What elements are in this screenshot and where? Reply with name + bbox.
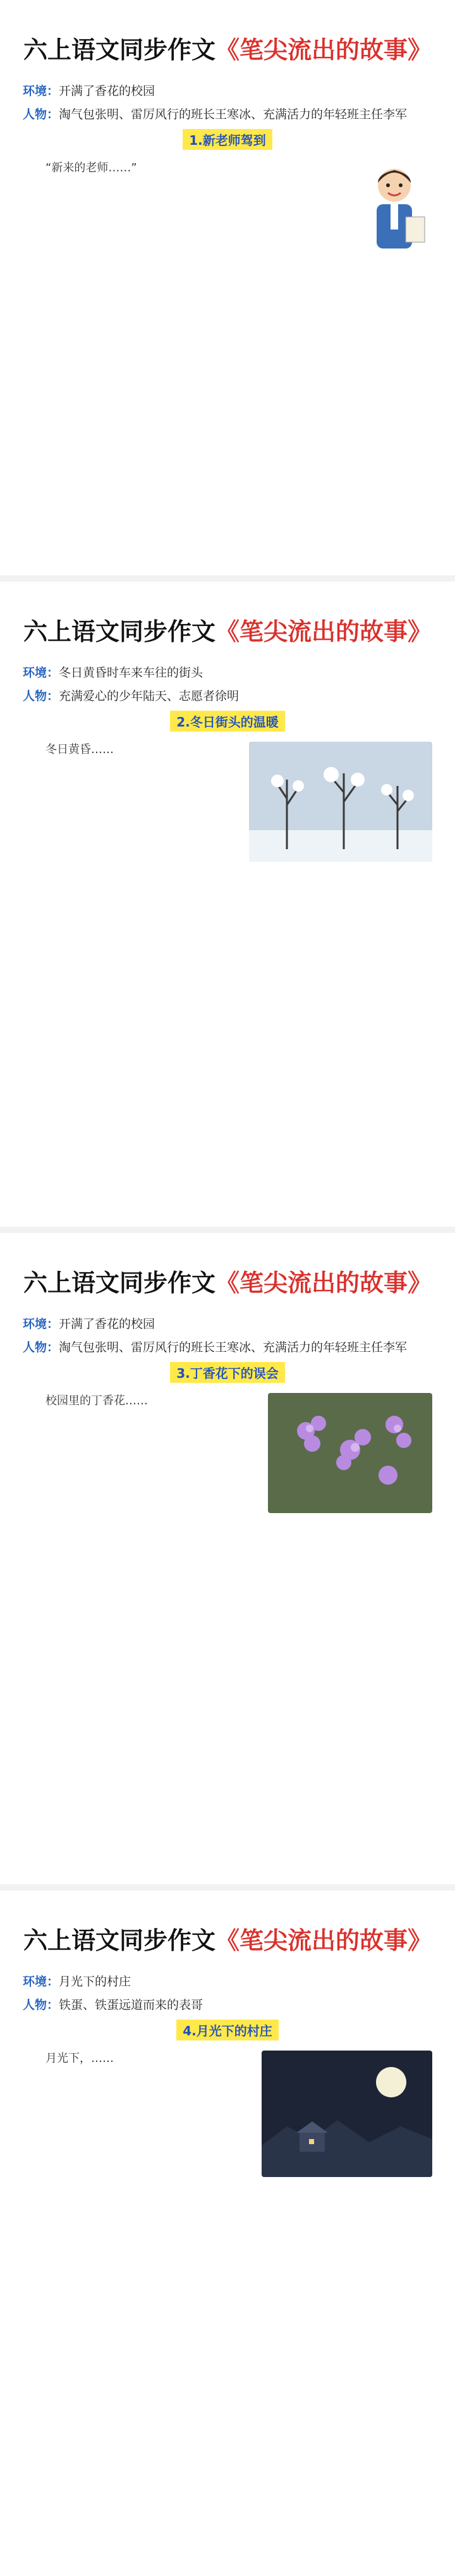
essay-section-3	[0, 1227, 455, 1884]
banner-title: 《笔尖流出的故事》	[215, 1926, 432, 1954]
environment-line	[23, 82, 432, 101]
environment-line	[23, 663, 432, 682]
moonlit-village-icon	[262, 2051, 432, 2177]
people-value: 铁蛋、铁蛋远道而来的表哥	[59, 1997, 203, 2012]
environment-line	[23, 1972, 432, 1991]
people-line	[23, 1338, 432, 1357]
people-value: 淘气包张明、雷厉风行的班长王寒冰、充满活力的年轻班主任李军	[59, 107, 408, 121]
banner-prefix: 六上语文同步作文	[23, 1926, 215, 1954]
environment-value: 冬日黄昏时车来车往的街头	[59, 666, 203, 680]
essay-section-4	[0, 1884, 455, 2557]
essay-section-2	[0, 575, 455, 1227]
essay-banner	[23, 582, 432, 663]
teacher-cartoon-icon	[356, 160, 432, 261]
environment-value: 开满了香花的校园	[59, 84, 155, 99]
paragraph: 月光下，……	[46, 2052, 114, 2066]
banner-title: 《笔尖流出的故事》	[215, 35, 432, 64]
people-value: 充满爱心的少年陆天、志愿者徐明	[59, 689, 240, 703]
essay-subtitle: 4.月光下的村庄	[176, 2020, 279, 2040]
paragraph: 冬日黄昏……	[46, 743, 114, 757]
essay-banner	[23, 1891, 432, 1972]
banner-prefix: 六上语文同步作文	[23, 617, 215, 646]
paragraph: 校园里的丁香花……	[46, 1394, 148, 1408]
people-line	[23, 1996, 432, 2015]
essay-subtitle: 3.丁香花下的误会	[170, 1362, 285, 1383]
essay-banner	[23, 0, 432, 82]
people-line	[23, 687, 432, 706]
essay-subtitle: 1.新老师驾到	[183, 129, 272, 150]
essay-banner	[23, 1233, 432, 1315]
essay-subtitle: 2.冬日街头的温暖	[170, 711, 285, 732]
environment-value: 月光下的村庄	[59, 1975, 131, 1989]
banner-prefix: 六上语文同步作文	[23, 35, 215, 64]
essay-section-1	[0, 0, 455, 575]
environment-value: 开满了香花的校园	[59, 1317, 155, 1332]
environment-label: 环境：	[23, 84, 59, 99]
banner-prefix: 六上语文同步作文	[23, 1268, 215, 1297]
environment-line	[23, 1315, 432, 1334]
people-label: 人物：	[23, 1997, 59, 2012]
people-label: 人物：	[23, 107, 59, 121]
environment-label: 环境：	[23, 1975, 59, 1989]
people-label: 人物：	[23, 689, 59, 703]
environment-label: 环境：	[23, 1317, 59, 1332]
paragraph: “新来的老师……”	[46, 161, 137, 175]
people-line	[23, 105, 432, 124]
people-label: 人物：	[23, 1340, 59, 1354]
lilac-flower-icon	[268, 1393, 432, 1513]
snowy-tree-icon	[249, 742, 432, 862]
banner-title: 《笔尖流出的故事》	[215, 617, 432, 646]
people-value: 淘气包张明、雷厉风行的班长王寒冰、充满活力的年轻班主任李军	[59, 1340, 408, 1354]
environment-label: 环境：	[23, 666, 59, 680]
banner-title: 《笔尖流出的故事》	[215, 1268, 432, 1297]
